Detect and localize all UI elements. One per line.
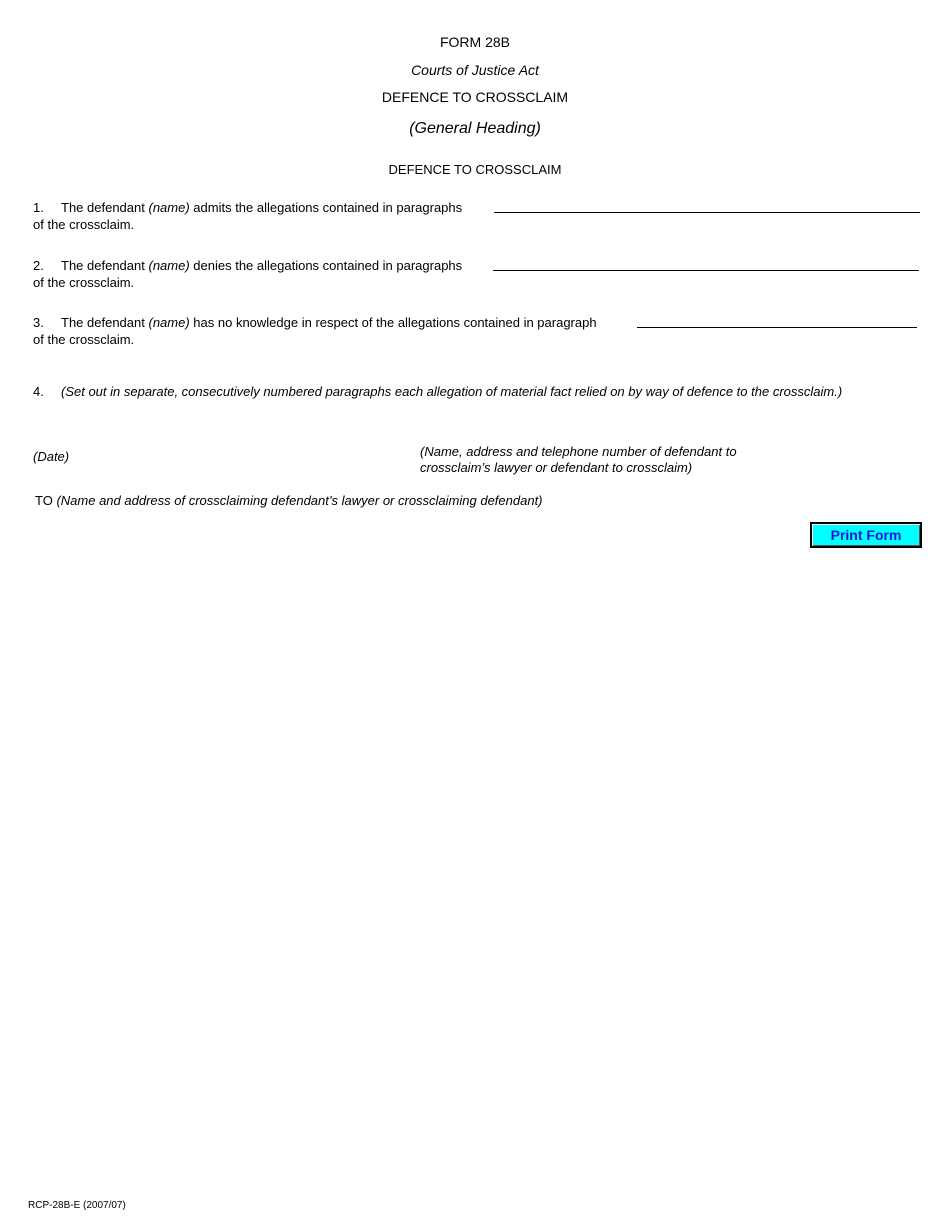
paragraph-number: 3. [33, 315, 44, 330]
paragraph-1 [33, 200, 462, 215]
signatory-line-1: (Name, address and telephone number of defendant to [420, 444, 737, 459]
paragraph-instruction: (Set out in separate, consecutively numbered paragraphs each allegation of material fact relied on by way of defence to the crossclaim.) [61, 384, 843, 399]
paragraphs-input-2[interactable] [493, 270, 919, 271]
to-text: (Name and address of crossclaiming defendant’s lawyer or crossclaiming defendant) [56, 493, 543, 508]
print-form-button[interactable]: Print Form [810, 522, 922, 548]
section-title: DEFENCE TO CROSSCLAIM [388, 162, 562, 177]
signatory-line-2: crossclaim’s lawyer or defendant to crossclaim) [420, 460, 693, 475]
date-label: (Date) [33, 449, 70, 464]
paragraph-number: 1. [33, 200, 44, 215]
name-hint: (name) [148, 315, 190, 330]
form-title: DEFENCE TO CROSSCLAIM [381, 89, 569, 105]
name-hint: (name) [148, 258, 190, 273]
paragraph-number: 2. [33, 258, 44, 273]
paragraph-text: has no knowledge in respect of the allegations contained in paragraph [193, 315, 597, 330]
paragraphs-input-1[interactable] [494, 212, 920, 213]
paragraph-lead: The defendant [61, 258, 145, 273]
paragraph-4 [33, 384, 842, 399]
paragraph-number: 4. [33, 384, 44, 399]
to-line [35, 493, 543, 508]
paragraph-tail: of the crossclaim. [33, 332, 135, 347]
paragraph-lead: The defendant [61, 200, 145, 215]
signatory-label [420, 444, 737, 476]
name-hint: (name) [148, 200, 190, 215]
paragraph-text: denies the allegations contained in paragraphs [193, 258, 463, 273]
act-title: Courts of Justice Act [411, 62, 539, 78]
paragraph-tail: of the crossclaim. [33, 275, 135, 290]
to-label: TO [35, 493, 53, 508]
paragraph-tail: of the crossclaim. [33, 217, 135, 232]
paragraph-2 [33, 258, 462, 273]
paragraph-lead: The defendant [61, 315, 145, 330]
general-heading: (General Heading) [409, 120, 541, 137]
paragraph-input-3[interactable] [637, 327, 917, 328]
form-number: FORM 28B [439, 34, 510, 50]
form-code: RCP-28B-E (2007/07) [28, 1200, 126, 1211]
paragraph-text: admits the allegations contained in paragraphs [193, 200, 463, 215]
paragraph-3 [33, 315, 597, 330]
